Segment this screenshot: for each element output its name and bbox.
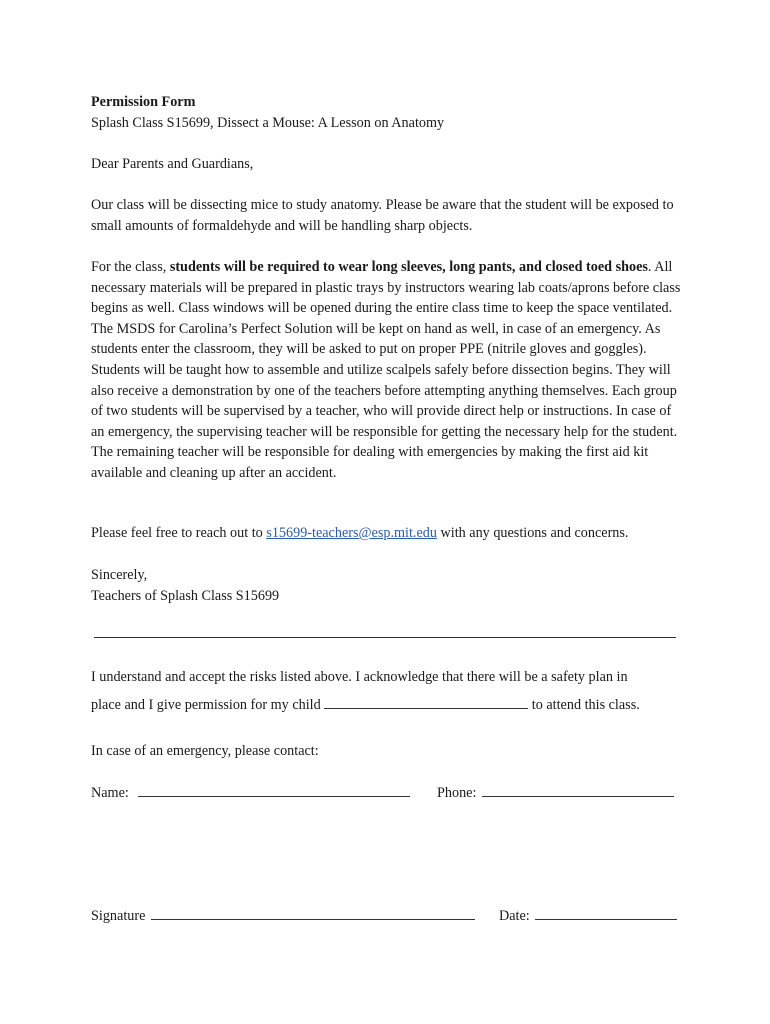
contact-paragraph — [91, 523, 681, 544]
signature-field[interactable] — [151, 905, 475, 920]
consent-line-1-text: I understand and accept the risks listed above. I acknowledge that there will be a safety plan in — [91, 669, 628, 685]
phone-label: Phone: — [437, 785, 477, 801]
closing — [91, 565, 681, 606]
consent-line-2-after: to attend this class. — [528, 697, 640, 713]
signature-row — [91, 905, 475, 927]
paragraph-safety — [91, 257, 681, 484]
form-subtitle: Splash Class S15699, Dissect a Mouse: A Lesson on Anatomy — [91, 114, 445, 131]
divider-line — [94, 637, 676, 638]
contact-text — [91, 523, 681, 544]
contact-before: Please feel free to reach out to — [91, 525, 267, 541]
name-field[interactable] — [138, 782, 410, 797]
contact-after: with any questions and concerns. — [436, 525, 629, 541]
greeting-text: Dear Parents and Guardians, — [91, 156, 254, 172]
emergency-contact-text: In case of an emergency, please contact: — [91, 743, 319, 759]
greeting — [91, 154, 681, 175]
child-name-field[interactable] — [324, 694, 528, 709]
contact-email-link[interactable]: s15699-teachers@esp.mit.edu — [266, 525, 437, 541]
date-row — [499, 905, 677, 927]
date-field[interactable] — [535, 905, 677, 920]
name-label: Name: — [91, 785, 129, 801]
closing-text: Sincerely, — [91, 567, 148, 583]
emergency-contact-label — [91, 741, 681, 762]
paragraph-safety-text — [91, 257, 681, 484]
form-title: Permission Form — [91, 94, 196, 110]
consent-line-2 — [91, 694, 681, 716]
signature-label: Signature — [91, 908, 146, 924]
safety-intro: For the class, — [91, 259, 170, 275]
paragraph-risks — [91, 195, 681, 236]
safety-requirement-bold: students will be required to wear long sleeves, long pants, and closed toed shoes — [169, 259, 648, 275]
name-row — [91, 782, 410, 804]
phone-field[interactable] — [482, 782, 674, 797]
form-header — [91, 92, 681, 133]
safety-details: . All necessary materials will be prepared in plastic trays by instructors wearing lab coats/aprons before class begins as well. Class windows will be opened during the entire class time to keep the space ventilated. The MSDS for Carolina’s Perfect Solution will be kept on hand as well, in case of an emergency. As students enter the classroom, they will be asked to put on proper PPE (nitrile gloves and goggles). Students will be taught how to assemble and utilize scalpels safely before dissection begins. They will also receive a demonstration by one of the teachers before attempting anything themselves. Each group of two students will be supervised by a teacher, who will provide direct help or instructions. In case of an emergency, the supervising teacher will be responsible for getting the necessary help for the student. The remaining teacher will be responsible for dealing with emergencies by making the first aid kit available and cleaning up after an accident. — [91, 259, 681, 481]
signoff-text: Teachers of Splash Class S15699 — [91, 587, 280, 604]
consent-line-2-before: place and I give permission for my child — [91, 697, 325, 713]
phone-row — [437, 782, 674, 804]
date-label: Date: — [499, 908, 530, 924]
paragraph-risks-text: Our class will be dissecting mice to study anatomy. Please be aware that the student will be exposed to small amounts of formaldehyde and will be handling sharp objects. — [91, 197, 674, 234]
consent-line-1 — [91, 667, 681, 688]
